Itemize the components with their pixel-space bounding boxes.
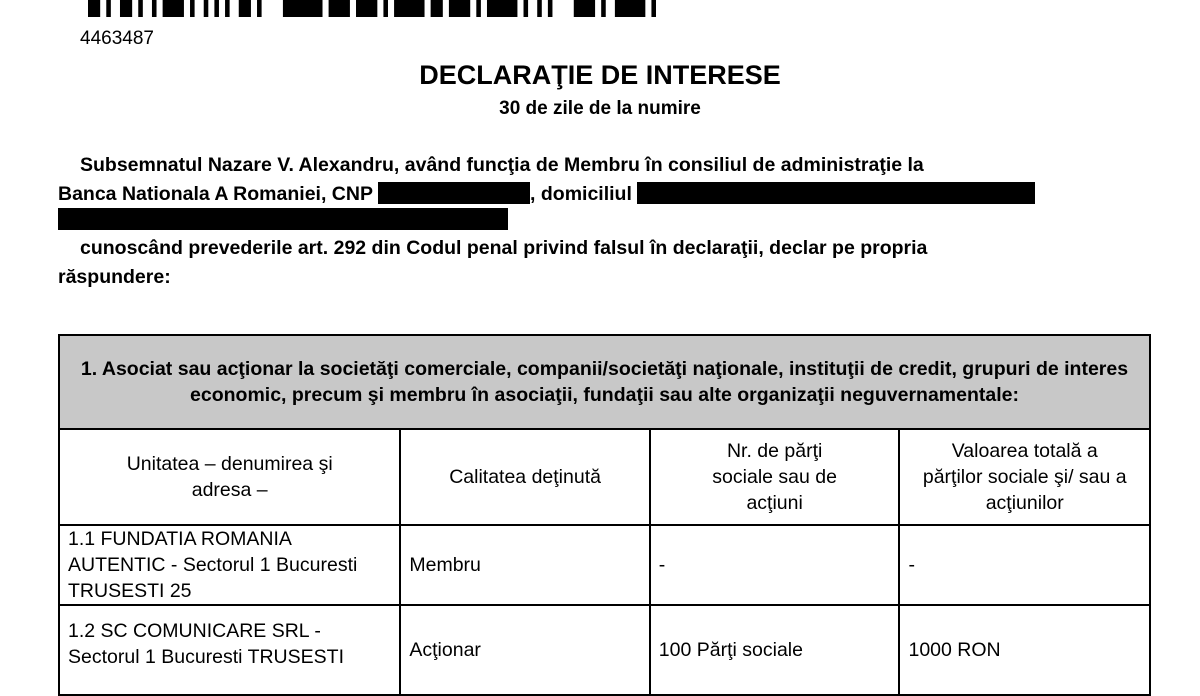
barcode-bar [138, 0, 143, 17]
barcode [88, 0, 656, 17]
redacted-address [637, 182, 1035, 204]
barcode-bar [120, 0, 132, 17]
intro-domicile-label: , domiciliul [530, 183, 632, 205]
column-header-value: Valoarea totală a părţilor sociale şi/ sau a acţiunilor [899, 429, 1150, 525]
barcode-bar [152, 0, 157, 17]
barcode-bar [394, 0, 424, 17]
barcode-bar [431, 0, 443, 17]
barcode-bar [524, 0, 529, 17]
column-header-unit: Unitatea – denumirea şi adresa – [59, 429, 400, 525]
barcode-bar [329, 0, 350, 17]
intro-line-1: Subsemnatul Nazare V. Alexandru, având funcţia de Membru în consiliul de administraţie la [80, 154, 924, 176]
cell-value: 1000 RON [899, 605, 1150, 695]
barcode-bar [615, 0, 645, 17]
interests-table [58, 334, 1151, 696]
table-row [59, 525, 1150, 605]
barcode-bar [487, 0, 517, 17]
barcode-bar [449, 0, 470, 17]
barcode-bar [225, 0, 230, 17]
cell-role: Acţionar [400, 605, 649, 695]
barcode-bar [214, 0, 219, 17]
section-title: 1. Asociat sau acţionar la societăţi comerciale, companii/societăţi naţionale, instituţii de credit, grupuri de interes economic, precum şi membru în asociaţii, fundaţii sau alte organizaţii neguvernamentale: [59, 335, 1150, 429]
barcode-bar [548, 0, 553, 17]
barcode-bar [601, 0, 606, 17]
cell-unit: 1.2 SC COMUNICARE SRL - Sectorul 1 Bucuresti TRUSESTI [59, 605, 400, 695]
column-header-shares: Nr. de părţi sociale sau de acţiuni [650, 429, 900, 525]
column-header-role: Calitatea deţinută [400, 429, 649, 525]
intro-line-2 [58, 180, 1035, 209]
document-title: DECLARAŢIE DE INTERESE [419, 60, 781, 90]
cell-shares: 100 Părţi sociale [650, 605, 900, 695]
barcode-bar [383, 0, 388, 17]
document-number: 4463487 [80, 28, 154, 49]
document-subtitle: 30 de zile de la numire [499, 98, 701, 119]
barcode-bar [204, 0, 209, 17]
cell-value: - [899, 525, 1150, 605]
barcode-bar [190, 0, 195, 17]
intro-redacted-line [58, 206, 508, 235]
intro-bank-cnp: Banca Nationala A Romaniei, CNP [58, 183, 373, 205]
barcode-bar [651, 0, 656, 17]
barcode-bar [239, 0, 251, 17]
redacted-address-continued [58, 208, 508, 230]
intro-line-3: cunoscând prevederile art. 292 din Codul penal privind falsul în declaraţii, declar pe propria [80, 237, 928, 259]
redacted-cnp [378, 182, 530, 204]
barcode-bar [88, 0, 100, 17]
barcode-bar [574, 0, 595, 17]
barcode-bar [106, 0, 111, 17]
barcode-bar [476, 0, 481, 17]
intro-line-4: răspundere: [58, 266, 171, 288]
table-row [59, 605, 1150, 695]
barcode-bar [537, 0, 542, 17]
barcode-bar [163, 0, 184, 17]
barcode-bar [257, 0, 262, 17]
cell-unit: 1.1 FUNDATIA ROMANIA AUTENTIC - Sectorul 1 Bucuresti TRUSESTI 25 [59, 525, 400, 605]
cell-role: Membru [400, 525, 649, 605]
barcode-bar [356, 0, 377, 17]
cell-shares: - [650, 525, 900, 605]
barcode-bar [283, 0, 323, 17]
